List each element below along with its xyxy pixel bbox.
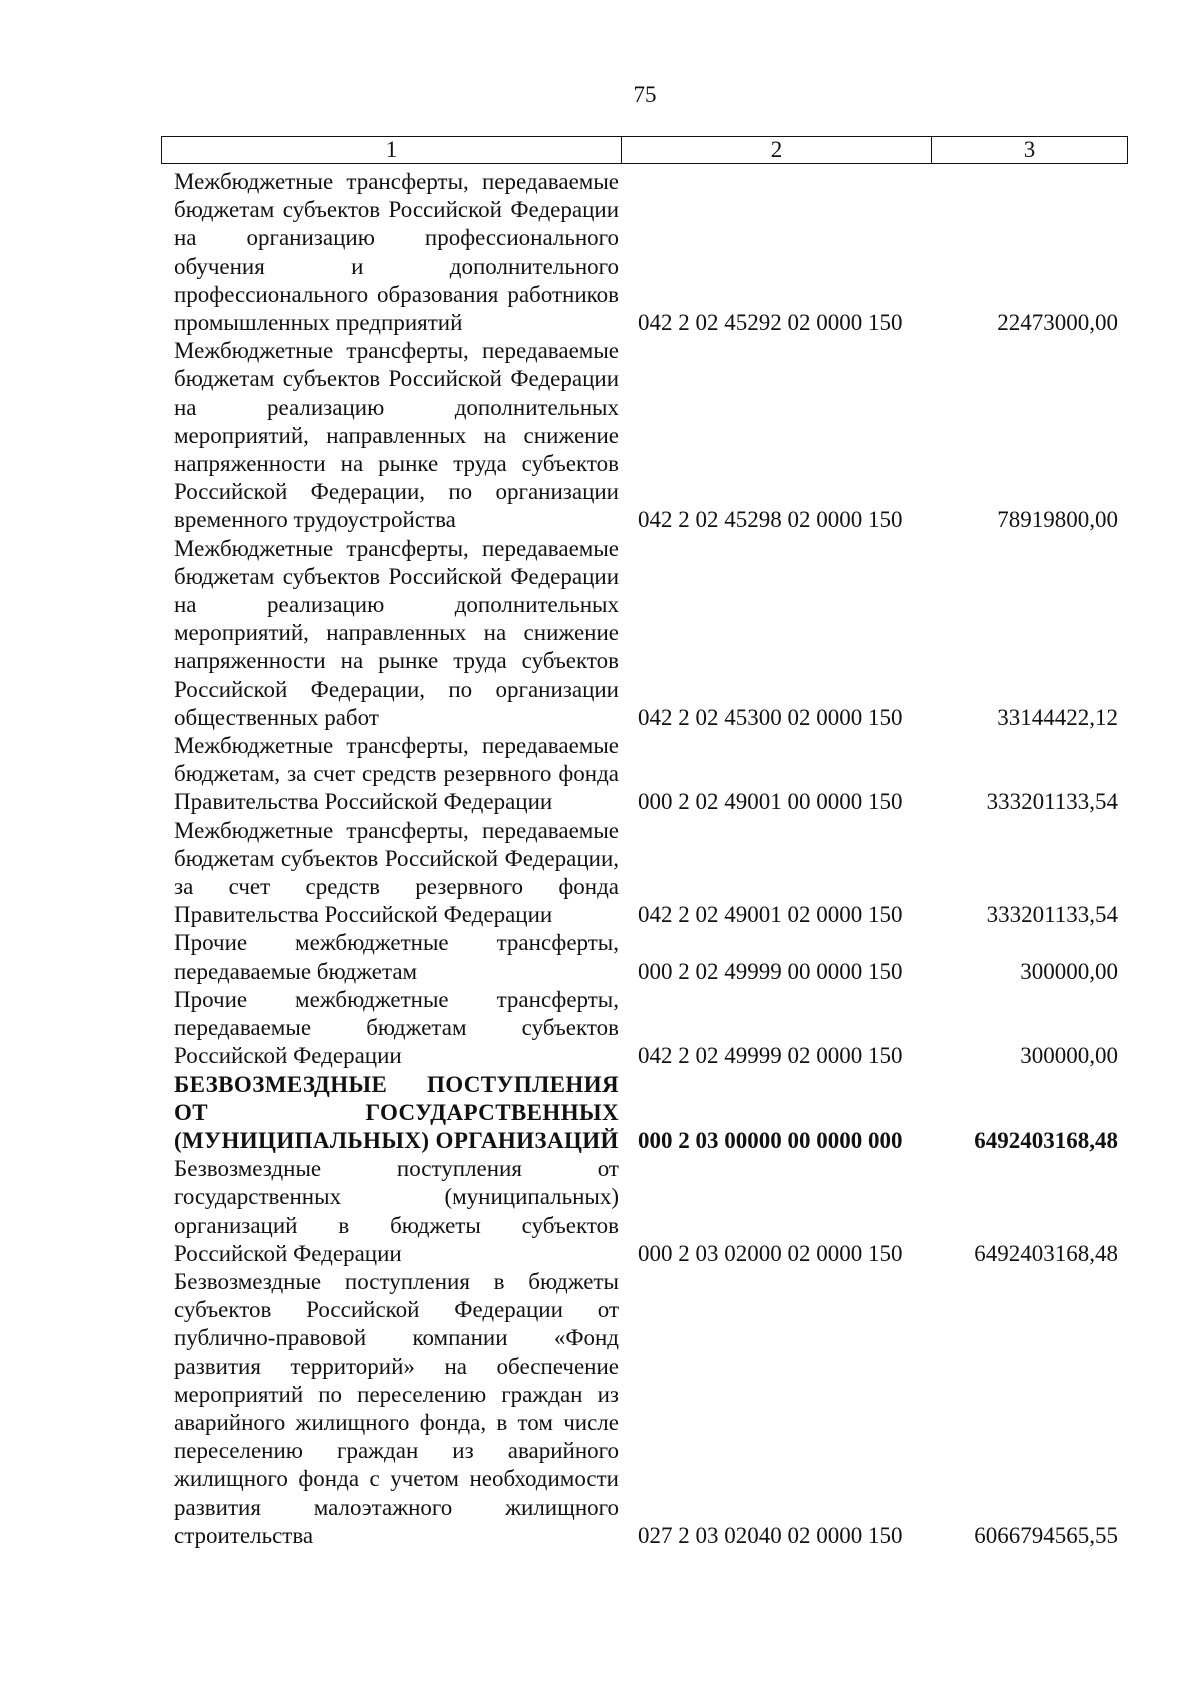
row-amount: 300000,00 <box>1020 958 1118 984</box>
table-row <box>174 1155 1122 1268</box>
column-header-1: 1 <box>162 137 622 163</box>
table-row <box>174 535 1122 732</box>
table-row <box>174 732 1122 817</box>
row-amount: 300000,00 <box>1020 1043 1118 1069</box>
row-code: 042 2 02 49999 02 0000 150 <box>638 1043 903 1069</box>
table-row <box>174 168 1122 337</box>
row-code: 000 2 03 02000 02 0000 150 <box>638 1240 903 1266</box>
row-code: 000 2 02 49999 00 0000 150 <box>638 958 903 984</box>
column-header-2: 2 <box>622 137 932 163</box>
row-description: Прочие межбюджетные трансферты, передаваемые бюджетам субъектов Российской Федерации <box>174 986 619 1069</box>
row-description: Межбюджетные трансферты, передаваемые бюджетам субъектов Российской Федерации на реализацию дополнительных мероприятий, направленных на снижение напряженности на рынке труда субъектов Российской Федерации, по организации общественных работ <box>174 535 619 730</box>
row-description: Безвозмездные поступления в бюджеты субъектов Российской Федерации от публично-правовой компании «Фонд развития территорий» на обеспечение мероприятий по переселению граждан из аварийного жилищного фонда, в том числе переселению граждан из аварийного жилищного фонда с учетом необходимости развития малоэтажного жилищного строительства <box>174 1268 619 1548</box>
page-number: 75 <box>633 82 657 107</box>
row-amount: 6066794565,55 <box>974 1522 1118 1548</box>
row-description: Межбюджетные трансферты, передаваемые бюджетам субъектов Российской Федерации на реализацию дополнительных мероприятий, направленных на снижение напряженности на рынке труда субъектов Российской Федерации, по организации временного трудоустройства <box>174 338 619 533</box>
row-description: Безвозмездные поступления от государственных (муниципальных) организаций в бюджеты субъектов Российской Федерации <box>174 1156 619 1266</box>
row-description: Межбюджетные трансферты, передаваемые бюджетам субъектов Российской Федерации на организацию профессионального обучения и дополнительного профессионального образования работников промышленных предприятий <box>174 169 619 336</box>
table-row <box>174 986 1122 1071</box>
table-body <box>174 168 1122 1550</box>
row-description: БЕЗВОЗМЕЗДНЫЕ ПОСТУПЛЕНИЯ ОТ ГОСУДАРСТВЕННЫХ (МУНИЦИПАЛЬНЫХ) ОРГАНИЗАЦИЙ <box>174 1071 619 1153</box>
table-row <box>174 929 1122 985</box>
row-amount: 22473000,00 <box>997 310 1118 336</box>
table-row <box>174 1268 1122 1550</box>
row-description: Прочие межбюджетные трансферты, передаваемые бюджетам <box>174 930 619 984</box>
row-amount: 6492403168,48 <box>974 1127 1118 1153</box>
row-code: 027 2 03 02040 02 0000 150 <box>638 1522 903 1548</box>
row-amount: 333201133,54 <box>986 789 1118 815</box>
row-code: 000 2 03 00000 00 0000 000 <box>638 1127 903 1153</box>
row-amount: 78919800,00 <box>997 507 1118 533</box>
row-amount: 333201133,54 <box>986 902 1118 928</box>
row-description: Межбюджетные трансферты, передаваемые бюджетам, за счет средств резервного фонда Правительства Российской Федерации <box>174 733 619 815</box>
table-row <box>174 817 1122 930</box>
column-header-3: 3 <box>1023 137 1036 162</box>
row-description: Межбюджетные трансферты, передаваемые бюджетам субъектов Российской Федерации, за счет средств резервного фонда Правительства Российской Федерации <box>174 817 619 928</box>
table-row-section-heading <box>174 1071 1122 1156</box>
row-code: 000 2 02 49001 00 0000 150 <box>638 789 903 815</box>
row-code: 042 2 02 45292 02 0000 150 <box>638 310 903 336</box>
row-code: 042 2 02 45298 02 0000 150 <box>638 507 903 533</box>
table-row <box>174 337 1122 534</box>
row-amount: 33144422,12 <box>997 704 1118 730</box>
row-code: 042 2 02 45300 02 0000 150 <box>638 704 903 730</box>
table-header <box>161 136 1128 164</box>
row-code: 042 2 02 49001 02 0000 150 <box>638 902 903 928</box>
row-amount: 6492403168,48 <box>974 1240 1118 1266</box>
